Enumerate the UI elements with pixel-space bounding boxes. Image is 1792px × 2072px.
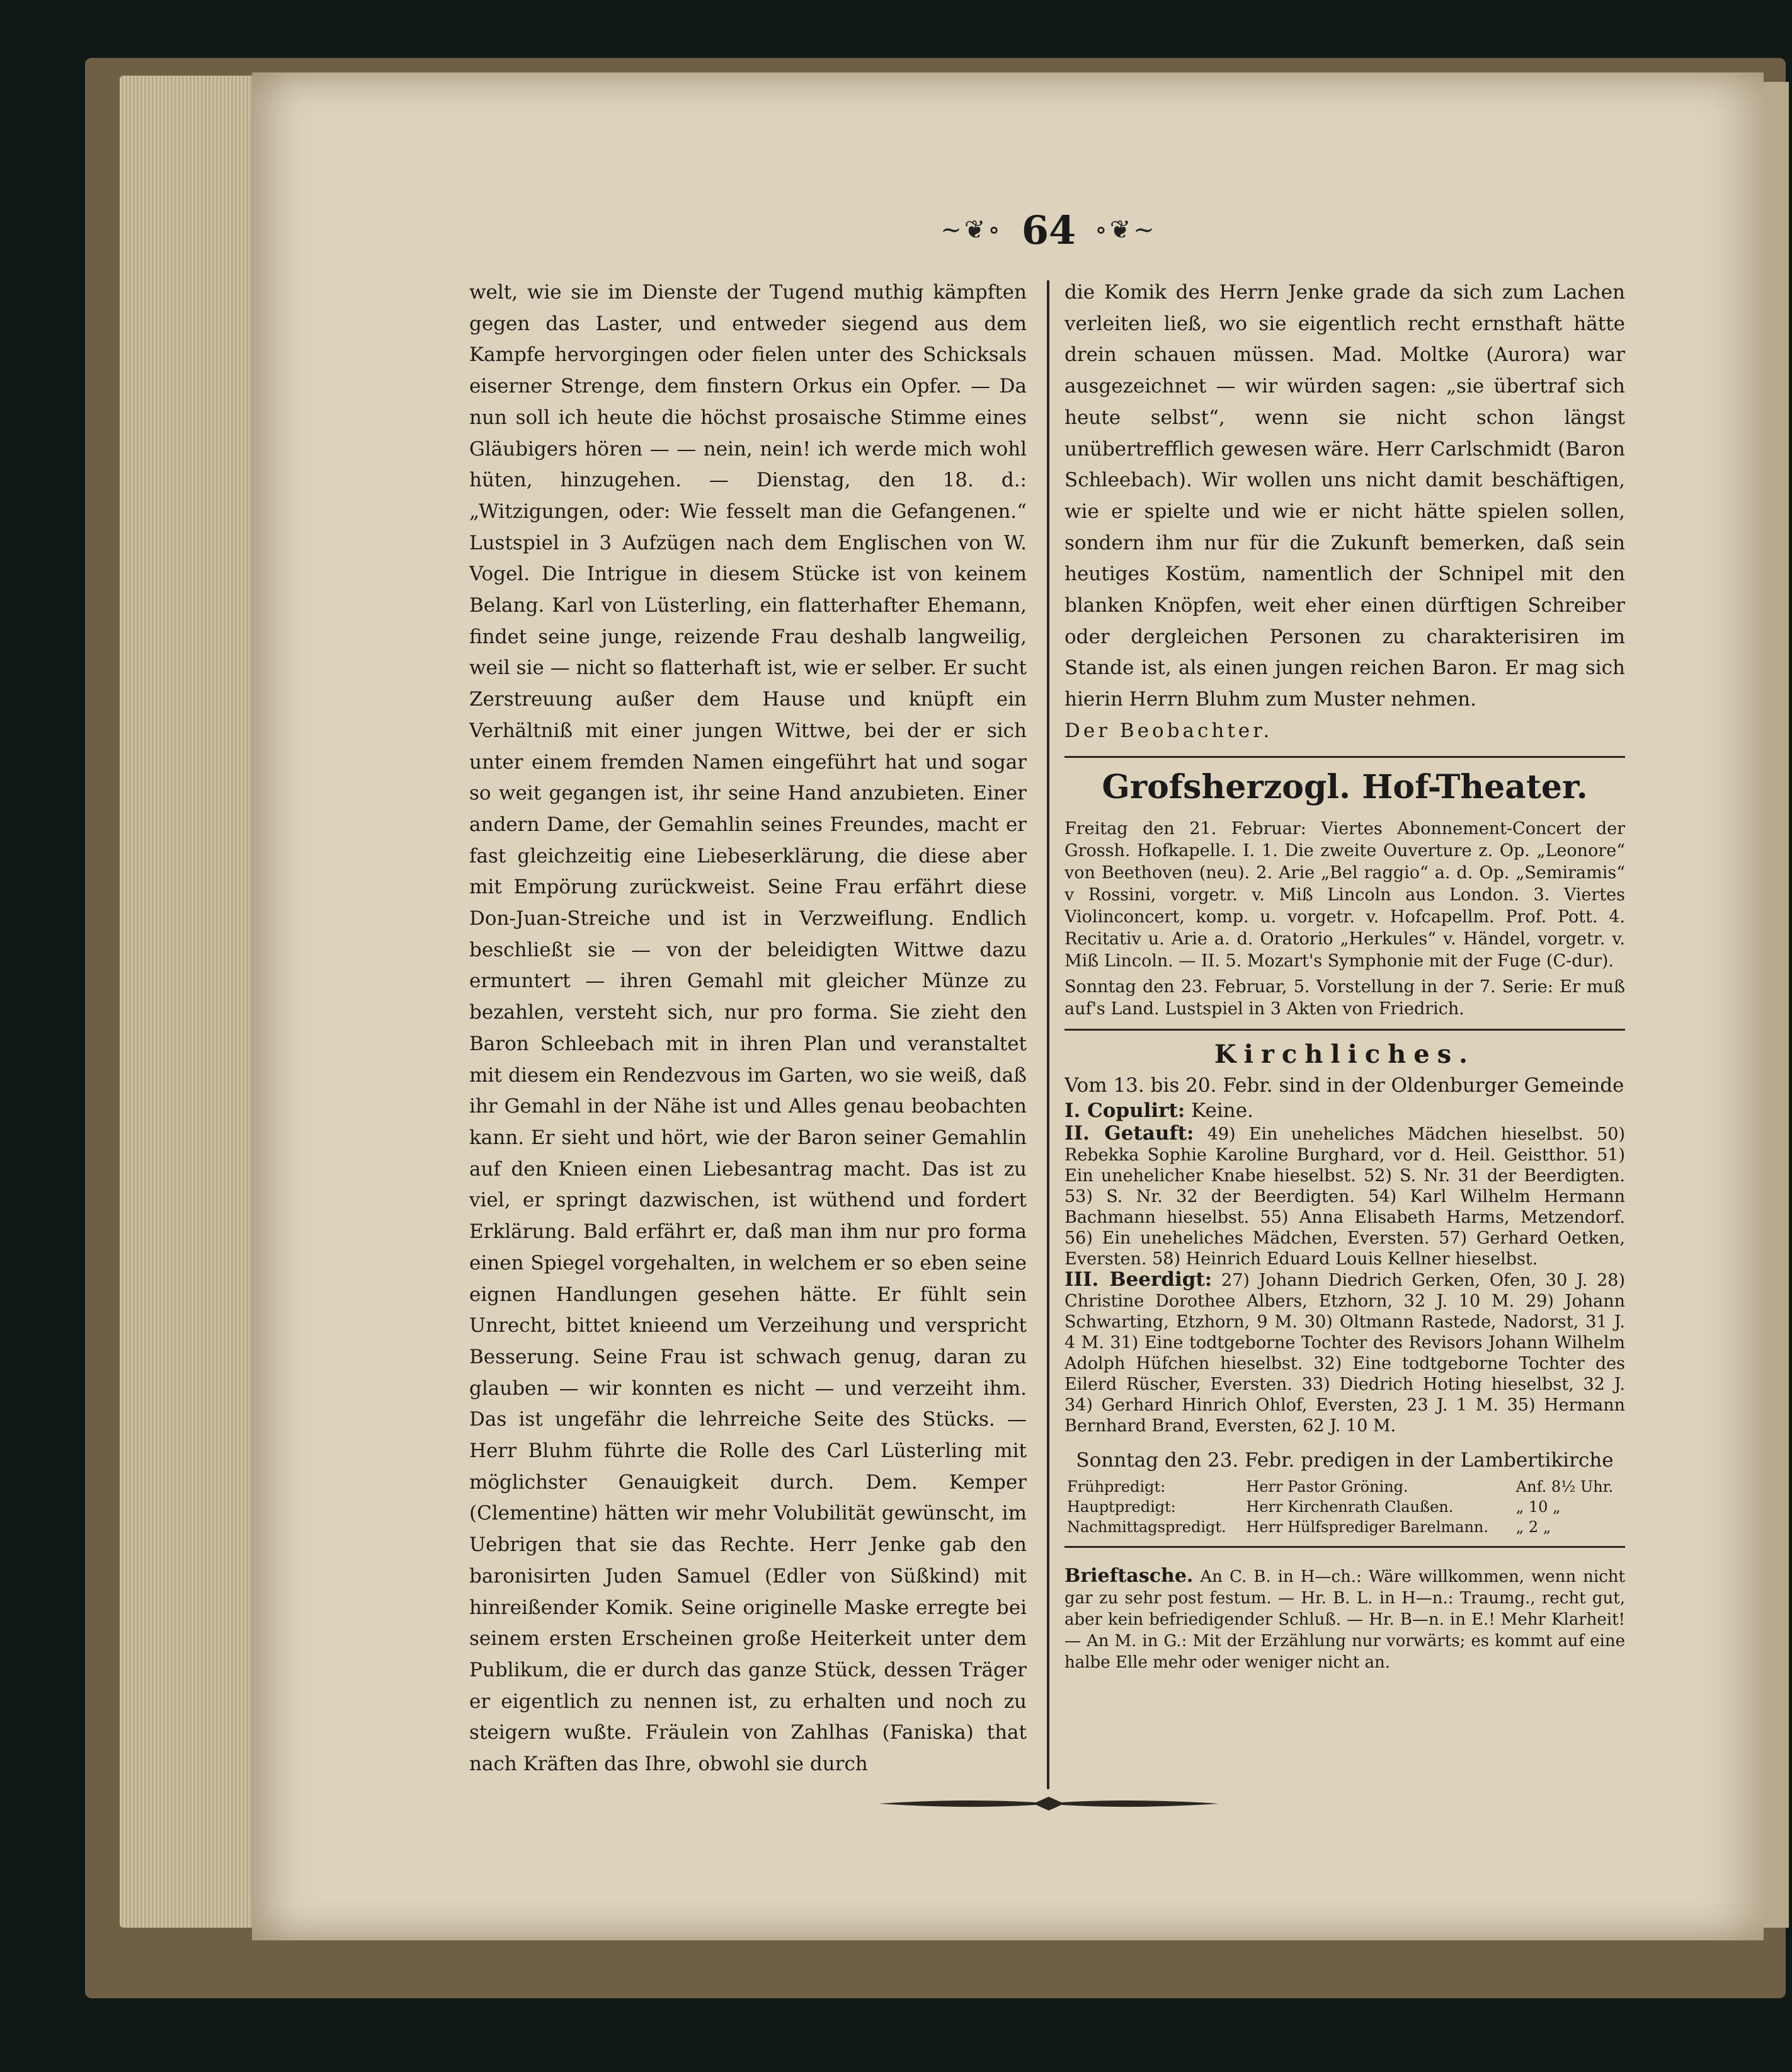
sermon-preacher: Herr Hülfsprediger Barelmann. xyxy=(1246,1518,1489,1536)
kirchliches-title: Kirchliches. xyxy=(1214,1039,1476,1069)
section-rule xyxy=(1064,1029,1625,1031)
getauft-label: II. Getauft: xyxy=(1064,1121,1194,1145)
table-row xyxy=(1064,1477,1625,1497)
section-rule xyxy=(1064,756,1625,758)
review-signature: Der Beobachter. xyxy=(1064,719,1273,742)
beerdigt-label: III. Beerdigt: xyxy=(1064,1268,1213,1291)
kirchliches-section xyxy=(1064,1039,1625,1436)
sermon-time: Anf. 8½ Uhr. xyxy=(1515,1477,1614,1496)
theater-review-text: welt, wie sie im Dienste der Tugend muthig kämpften gegen das Laster, und entweder siegend aus dem Kampfe hervorgingen oder fielen unter des Schicksals eiserner Strenge, dem finstern Orkus ein Opfer. — Da nun soll ich heute die höchst prosaische Stimme eines Gläubigers hören — — nein, nein! ich werde mich wohl hüten, hinzugehen. — Dienstag, den 18. d.: „Witzigungen, oder: Wie fesselt man die Gefangenen.“ Lustspiel in 3 Aufzügen nach dem Englischen von W. Vogel. Die Intrigue in diesem Stücke ist von keinem Belang. Karl von Lüsterling, ein flatterhafter Ehemann, findet seine junge, reizende Frau deshalb langweilig, weil sie — nicht so flatterhaft ist, wie er selber. Er sucht Zerstreuung außer dem Hause und knüpft ein Verhältniß mit einer jungen Wittwe, bei der er sich unter einem fremden Namen eingeführt hat und sogar so weit gegangen ist, ihr seine Hand anzubieten. Einer andern Dame, der Gemahlin seines Freundes, macht er fast gleichzeitig eine Liebeserklärung, die diese aber mit Empörung zurückweist. Seine Frau erfährt diese Don-Juan-Streiche und ist in Verzweiflung. Endlich beschließt sie — von der beleidigten Wittwe dazu ermuntert — ihren Gemahl mit gleicher Münze zu bezahlen, versteht sich, nur pro forma. Sie zieht den Baron Schleebach mit in ihren Plan und veranstaltet mit diesem ein Rendezvous im Garten, wo sie weiß, daß ihr Gemahl in der Nähe ist und Alles genau beobachten kann. Er sieht und hört, wie der Baron seiner Gemahlin auf den Knieen einen Liebesantrag macht. Das ist zu viel, er springt dazwischen, ist wüthend und fordert Erklärung. Bald erfährt er, daß man ihm nur pro forma einen Spiegel vorgehalten, in welchem er so eben seine eignen Handlungen gesehen hätte. Er fühlt sein Unrecht, bittet knieend um Verzeihung und verspricht Besserung. Seine Frau ist schwach genug, daran zu glauben — wir konnten es nicht — und verzeiht ihm. Das ist ungefähr die lehrreiche Seite des Stücks. — Herr Bluhm führte die Rolle des Carl Lüsterling mit möglichster Genauigkeit durch. Dem. Kemper (Clementine) hätten wir mehr Volubilität gewünscht, im Uebrigen that sie das Rechte. Herr Jenke gab den baronisirten Juden Samuel (Edler von Süßkind) mit hinreißender Komik. Seine originelle Maske erregte bei seinem ersten Erscheinen große Heiterkeit unter dem Publikum, die er durch das ganze Stück, dessen Träger er eigentlich zu nennen ist, zu erhalten und noch zu steigern wußte. Fräulein von Zahlhas (Faniska) that nach Kräften das Ihre, obwohl sie durch xyxy=(469,281,1027,1776)
sermon-time: „ 10 „ xyxy=(1515,1497,1561,1516)
sermon-service: Frühpredigt: xyxy=(1067,1477,1166,1496)
section-rule xyxy=(1064,1546,1625,1548)
sermon-preacher: Herr Kirchenrath Claußen. xyxy=(1246,1497,1454,1516)
sermon-time: „ 2 „ xyxy=(1515,1518,1551,1536)
table-row xyxy=(1064,1517,1625,1537)
program-sunday: Sonntag den 23. Februar, 5. Vorstellung in der 7. Serie: Er muß auf's Land. Lustspiel in 3 Akten von Friedrich. xyxy=(1064,976,1625,1019)
brieftasche-text: An C. B. in H—ch.: Wäre willkommen, wenn nicht gar zu sehr post festum. — Hr. B. L. in H—n.: Traumg., recht gut, aber kein befriedigender Schluß. — Hr. B—n. in E.! Mehr Klarheit! — An M. in G.: Mit der Erzählung nur vorwärts; es kommt auf eine halbe Elle mehr oder weniger nicht an. xyxy=(1064,1567,1625,1672)
copulirt-entry xyxy=(1064,1098,1625,1123)
review-text: die Komik des Herrn Jenke grade da sich zum Lachen verleiten ließ, wo sie eigentlich recht ernsthaft hätte drein schauen müssen. Mad. Moltke (Aurora) war ausgezeichnet — wir würden sagen: „sie übertraf sich heute selbst“, wenn sie nicht schon längst unübertrefflich gewesen wäre. Herr Carlschmidt (Baron Schleebach). Wir wollen uns nicht damit beschäftigen, wie er spielte und wie er nicht hätte spielen sollen, sondern ihm nur für die Zukunft bemerken, daß sein heutiges Kostüm, namentlich der Schnipel mit den blanken Knöpfen, weit eher einen dürftigen Schreiber oder dergleichen Personen zu charakterisiren im Stande ist, als einen jungen reichen Baron. Er mag sich hierin Herrn Bluhm zum Muster nehmen. xyxy=(1064,281,1625,711)
sermon-service: Hauptpredigt: xyxy=(1067,1497,1176,1516)
left-column xyxy=(469,277,1027,1783)
sermon-intro: Sonntag den 23. Febr. predigen in der Lambertikirche xyxy=(1076,1448,1614,1472)
column-divider xyxy=(1047,280,1049,1789)
brieftasche-label: Brieftasche. xyxy=(1064,1564,1194,1587)
page-stack-edges xyxy=(120,76,265,1928)
brieftasche-entry xyxy=(1064,1565,1625,1673)
beerdigt-text: 27) Johann Diedrich Gerken, Ofen, 30 J. 28) Christine Dorothee Albers, Etzhorn, 32 J. 10 M. 29) Johann Schwarting, Etzhorn, 9 M. 30) Oltmann Rastede, Nadorst, 31 J. 4 M. 31) Eine todtgeborne Tochter des Revisors Johann Wilhelm Adolph Hüfchen hieselbst. 32) Eine todtgeborne Tochter des Eilerd Rüscher, Eversten. 33) Diedrich Hoting hieselbst, 32 J. 34) Gerhard Hinrich Ohlof, Eversten, 23 J. 1 M. 35) Hermann Bernhard Brand, Eversten, 62 J. 10 M. xyxy=(1064,1270,1625,1436)
page-header xyxy=(907,208,1190,252)
copulirt-text: Keine. xyxy=(1191,1099,1253,1122)
beerdigt-entry xyxy=(1064,1269,1625,1436)
kirchliches-intro: Vom 13. bis 20. Febr. sind in der Oldenburger Gemeinde xyxy=(1064,1073,1624,1097)
page-number: 64 xyxy=(1021,207,1076,253)
sermon-service: Nachmittagspredigt. xyxy=(1067,1518,1226,1536)
hoftheater-title: Grofsherzogl. Hof-Theater. xyxy=(1102,767,1588,806)
getauft-text: 49) Ein uneheliches Mädchen hieselbst. 50) Rebekka Sophie Karoline Burghard, vor d. Heil. Geistthor. 51) Ein unehelicher Knabe hieselbst. 52) S. Nr. 31 der Beerdigten. 53) S. Nr. 32 der Beerdigten. 54) Karl Wilhelm Hermann Bachmann hieselbst. 55) Anna Elisabeth Harms, Metzendorf. 56) Ein uneheliches Mädchen, Eversten. 57) Gerhard Oetken, Eversten. 58) Heinrich Eduard Louis Kellner hieselbst. xyxy=(1064,1124,1625,1269)
brieftasche-section xyxy=(1064,1565,1625,1673)
sermon-table xyxy=(1064,1477,1625,1537)
review-continuation xyxy=(1064,277,1625,747)
ornament-left-icon: ~❦∘ xyxy=(940,215,1003,244)
ornament-right-icon: ∘❦~ xyxy=(1095,215,1157,244)
program-friday: Freitag den 21. Februar: Viertes Abonnement-Concert der Grossh. Hofkapelle. I. 1. Die zweite Ouverture z. Op. „Leonore“ von Beethoven (neu). 2. Arie „Bel raggio“ a. d. Op. „Semiramis“ v Rossini, vorgetr. v. Miß Lincoln aus London. 3. Viertes Violinconcert, komp. u. vorgetr. v. Hofcapellm. Prof. Pott. 4. Recitativ u. Arie a. d. Oratorio „Herkules“ v. Händel, vorgetr. v. Miß Lincoln. — II. 5. Mozart's Symphonie mit der Fuge (C-dur). xyxy=(1064,818,1625,971)
footer-ornament-icon xyxy=(879,1795,1219,1812)
hoftheater-section xyxy=(1064,768,1625,1020)
table-row xyxy=(1064,1497,1625,1517)
getauft-entry xyxy=(1064,1123,1625,1269)
copulirt-label: I. Copulirt: xyxy=(1064,1099,1185,1122)
right-column xyxy=(1064,277,1625,1789)
sermon-preacher: Herr Pastor Gröning. xyxy=(1246,1477,1408,1496)
